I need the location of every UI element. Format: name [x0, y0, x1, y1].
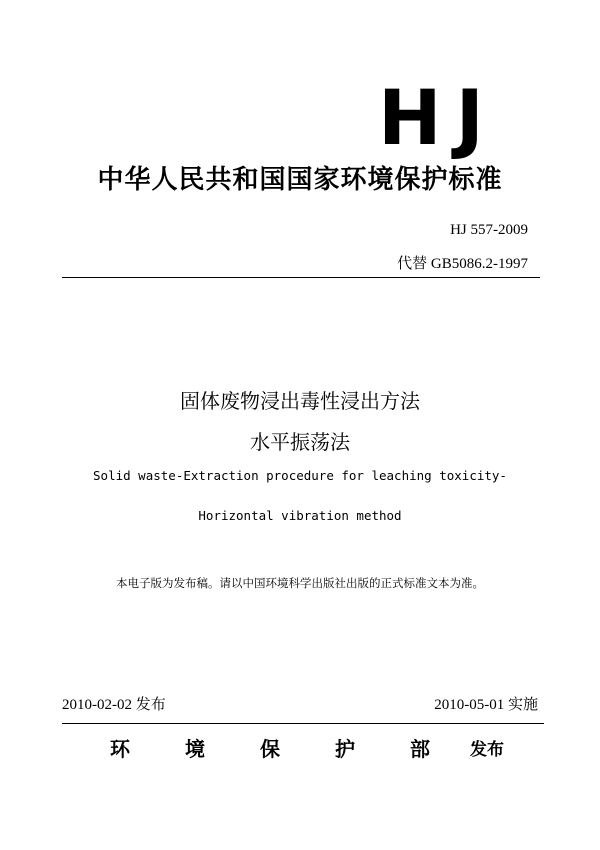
publisher-char: 环: [110, 737, 130, 761]
organization-title: 中华人民共和国国家环境保护标准: [97, 165, 503, 195]
standard-code: HJ 557-2009: [450, 222, 528, 238]
replaces-standard: 代替 GB5086.2-1997: [397, 256, 528, 272]
edition-notice: 本电子版为发布稿。请以中国环境科学出版社出版的正式标准文本为准。: [116, 576, 484, 590]
publisher-char: 护: [335, 737, 355, 761]
title-en-line2: Horizontal vibration method: [198, 508, 402, 523]
publisher-name: [110, 733, 430, 762]
publisher-char: 保: [260, 737, 280, 761]
top-divider: [62, 277, 540, 278]
title-zh-line2: 水平振荡法: [250, 430, 350, 454]
effective-date: 2010-05-01 实施: [434, 697, 538, 713]
hj-logo: HJ: [378, 73, 498, 162]
title-en-line1: Solid waste-Extraction procedure for leaching toxicity-: [93, 468, 507, 483]
issue-date: 2010-02-02 发布: [62, 697, 166, 713]
publisher-char: 境: [185, 737, 205, 761]
title-zh-line1: 固体废物浸出毒性浸出方法: [180, 389, 420, 413]
publisher-char: 部: [410, 737, 430, 761]
bottom-divider: [62, 723, 544, 724]
publisher-suffix: 发布: [470, 740, 504, 760]
